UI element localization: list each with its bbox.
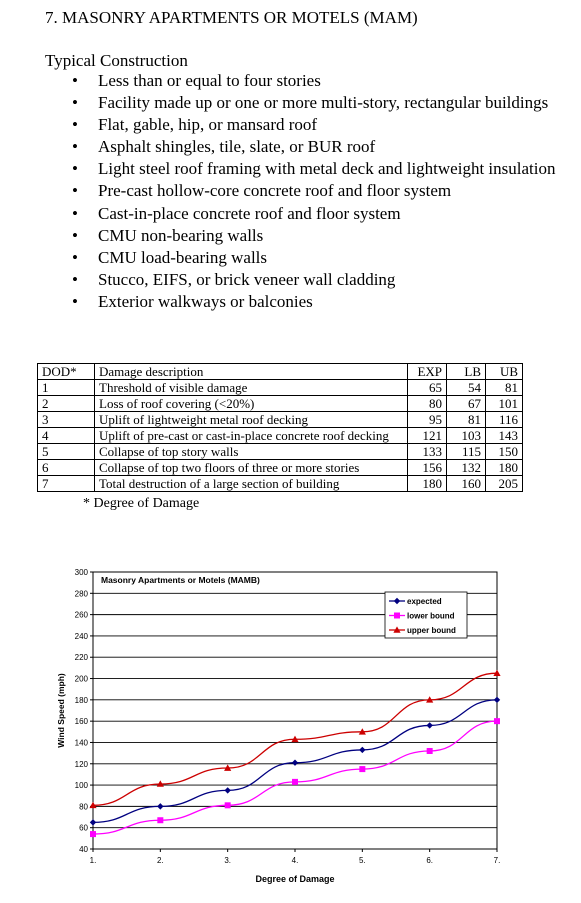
cell-exp: 156 [408, 460, 447, 476]
list-item [72, 226, 555, 248]
x-tick-label: 7. [493, 856, 501, 865]
y-tick-label: 100 [74, 781, 88, 791]
data-point-lower-bound [427, 748, 433, 754]
bullet-icon: • [72, 203, 78, 223]
data-point-lower-bound [292, 779, 298, 785]
x-tick-label: 1. [89, 856, 97, 865]
x-tick-label: 5. [358, 856, 366, 865]
list-item [72, 93, 555, 115]
list-item [72, 248, 555, 270]
cell-lb: 54 [447, 380, 486, 396]
cell-lb: 103 [447, 428, 486, 444]
list-item [72, 159, 555, 181]
legend-marker [394, 613, 400, 619]
cell-dod: 5 [38, 444, 95, 460]
y-tick-label: 160 [74, 717, 88, 727]
list-item [72, 204, 555, 226]
y-axis-label: Wind Speed (mph) [56, 673, 66, 748]
table-header-row [38, 364, 523, 380]
list-item-text: Flat, gable, hip, or mansard roof [98, 115, 318, 135]
cell-description: Collapse of top story walls [95, 444, 408, 460]
list-item [72, 181, 555, 203]
cell-dod: 7 [38, 476, 95, 492]
y-tick-label: 280 [74, 589, 88, 599]
list-item-text: Asphalt shingles, tile, slate, or BUR roof [98, 137, 376, 157]
cell-dod: 1 [38, 380, 95, 396]
list-item [72, 115, 555, 137]
table-footnote: * Degree of Damage [83, 496, 200, 511]
table-row [38, 460, 523, 476]
list-item-text: Light steel roof framing with metal deck and lightweight insulation [98, 159, 556, 179]
legend-label: lower bound [407, 611, 455, 621]
y-tick-label: 220 [74, 653, 88, 663]
table-row [38, 380, 523, 396]
cell-ub: 101 [486, 396, 523, 412]
y-tick-label: 40 [79, 845, 88, 854]
cell-lb: 67 [447, 396, 486, 412]
y-tick-label: 140 [74, 738, 88, 748]
header-description: Damage description [95, 364, 408, 380]
cell-description: Loss of roof covering (<20%) [95, 396, 408, 412]
list-item-text: Less than or equal to four stories [98, 71, 321, 90]
table-row [38, 412, 523, 428]
list-item [72, 270, 555, 292]
data-point-lower-bound [157, 817, 163, 823]
cell-description: Total destruction of a large section of building [95, 476, 408, 492]
cell-dod: 2 [38, 396, 95, 412]
x-tick-label: 6. [426, 856, 434, 865]
bullet-icon: • [72, 269, 78, 289]
table-row [38, 428, 523, 444]
cell-exp: 133 [408, 444, 447, 460]
cell-ub: 116 [486, 412, 523, 428]
table-row [38, 476, 523, 492]
construction-list [72, 71, 555, 314]
cell-exp: 121 [408, 428, 447, 444]
cell-dod: 4 [38, 428, 95, 444]
list-item-text: Stucco, EIFS, or brick veneer wall cladding [98, 269, 396, 289]
data-point-lower-bound [494, 718, 500, 724]
x-tick-label: 2. [156, 856, 164, 865]
y-tick-label: 260 [74, 610, 88, 620]
bullet-icon: • [72, 71, 78, 90]
cell-lb: 115 [447, 444, 486, 460]
bullet-icon: • [72, 225, 78, 245]
cell-dod: 6 [38, 460, 95, 476]
cell-ub: 81 [486, 380, 523, 396]
legend-label: upper bound [407, 626, 456, 635]
cell-ub: 143 [486, 428, 523, 444]
cell-ub: 150 [486, 444, 523, 460]
bullet-icon: • [72, 291, 78, 311]
y-tick-label: 240 [74, 631, 88, 641]
cell-exp: 65 [408, 380, 447, 396]
y-tick-label: 200 [74, 674, 88, 684]
cell-dod: 3 [38, 412, 95, 428]
data-point-lower-bound [90, 831, 96, 837]
cell-lb: 81 [447, 412, 486, 428]
list-item-text: CMU load-bearing walls [98, 247, 268, 267]
damage-table [37, 363, 523, 492]
cell-exp: 95 [408, 412, 447, 428]
cell-description: Threshold of visible damage [95, 380, 408, 396]
section-subtitle: Typical Construction [45, 51, 188, 70]
list-item-text: Facility made up or one or more multi-story, rectangular buildings [98, 93, 549, 113]
header-lb: LB [447, 364, 486, 380]
table-row [38, 396, 523, 412]
table-row [38, 444, 523, 460]
bullet-icon: • [72, 247, 78, 267]
y-tick-label: 120 [74, 759, 88, 769]
section-title: 7. MASONRY APARTMENTS OR MOTELS (MAM) [45, 8, 418, 27]
legend-label: expected [407, 597, 442, 606]
data-point-lower-bound [225, 802, 231, 808]
list-item-text: Exterior walkways or balconies [98, 291, 313, 311]
list-item [72, 292, 555, 314]
cell-description: Uplift of pre-cast or cast-in-place concrete roof decking [95, 428, 408, 444]
bullet-icon: • [72, 137, 78, 157]
y-tick-label: 80 [79, 802, 88, 812]
wind-speed-chart [52, 566, 512, 888]
bullet-icon: • [72, 159, 78, 179]
cell-exp: 80 [408, 396, 447, 412]
x-axis-label: Degree of Damage [255, 874, 335, 884]
list-item-text: Pre-cast hollow-core concrete roof and floor system [98, 181, 452, 201]
bullet-icon: • [72, 93, 78, 113]
y-tick-label: 60 [79, 823, 88, 833]
cell-exp: 180 [408, 476, 447, 492]
list-item [72, 71, 555, 93]
bullet-icon: • [72, 181, 78, 201]
cell-ub: 180 [486, 460, 523, 476]
header-ub: UB [486, 364, 523, 380]
cell-ub: 205 [486, 476, 523, 492]
y-tick-label: 180 [74, 695, 88, 705]
list-item [72, 137, 555, 159]
header-dod: DOD* [38, 364, 95, 380]
bullet-icon: • [72, 115, 78, 135]
list-item-text: Cast-in-place concrete roof and floor system [98, 203, 401, 223]
cell-lb: 132 [447, 460, 486, 476]
cell-description: Collapse of top two floors of three or more stories [95, 460, 408, 476]
x-tick-label: 3. [224, 856, 232, 865]
cell-description: Uplift of lightweight metal roof decking [95, 412, 408, 428]
y-tick-label: 300 [74, 568, 88, 577]
header-exp: EXP [408, 364, 447, 380]
list-item-text: CMU non-bearing walls [98, 225, 264, 245]
chart-title: Masonry Apartments or Motels (MAMB) [101, 575, 260, 585]
x-tick-label: 4. [291, 856, 299, 865]
data-point-lower-bound [359, 766, 365, 772]
cell-lb: 160 [447, 476, 486, 492]
